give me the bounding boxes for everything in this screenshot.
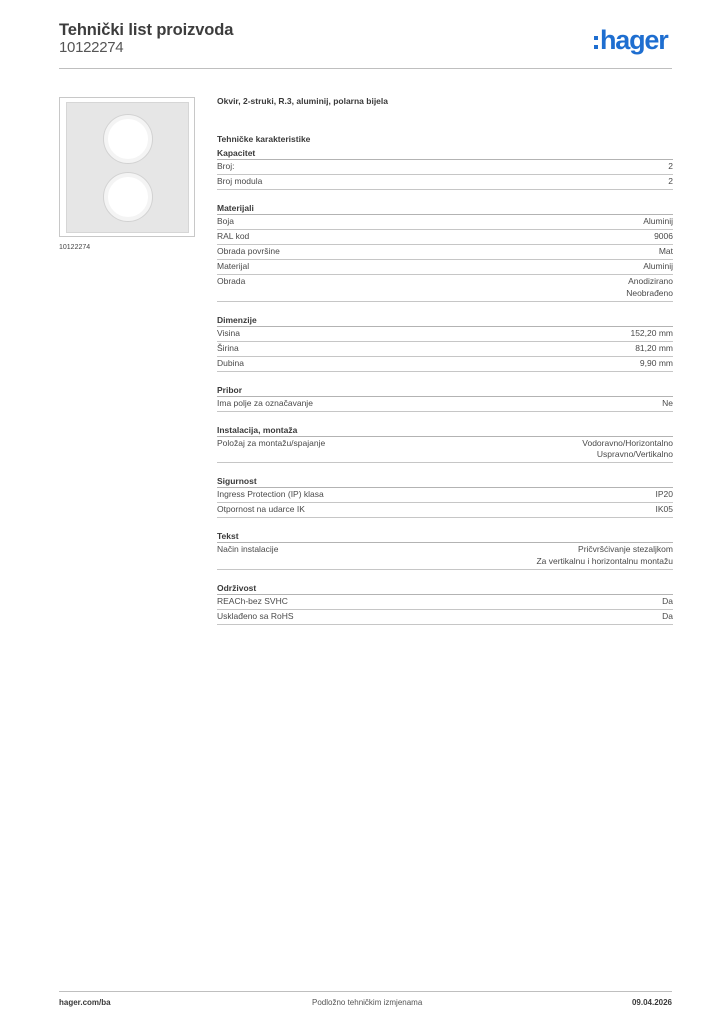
spec-value-line: Vodoravno/Horizontalno <box>582 437 673 448</box>
section-heading: Tehničke karakteristike <box>217 134 311 144</box>
logo-dots-icon <box>594 36 598 50</box>
spec-value <box>662 611 673 623</box>
spec-content <box>217 95 673 625</box>
spec-row <box>217 275 673 302</box>
spec-value <box>582 438 673 461</box>
spec-label: RAL kod <box>217 231 250 241</box>
spec-label: Boja <box>217 216 235 226</box>
spec-row <box>217 327 673 342</box>
spec-label: Ima polje za označavanje <box>217 397 313 408</box>
spec-value-line: Za vertikalnu i horizontalnu montažu <box>536 555 673 566</box>
spec-value <box>654 231 673 243</box>
spec-value <box>643 261 673 273</box>
spec-group <box>217 372 673 412</box>
spec-label: Materijal <box>217 261 250 271</box>
footer-divider <box>59 991 672 992</box>
spec-group-title: Dimenzije <box>217 302 673 327</box>
spec-label: Način instalacije <box>217 544 279 554</box>
spec-row <box>217 437 673 464</box>
spec-row <box>217 543 673 570</box>
spec-value-line: 81,20 mm <box>635 342 673 353</box>
spec-value-line: Mat <box>658 246 673 256</box>
spec-value <box>659 246 673 258</box>
spec-value <box>630 328 673 340</box>
product-image <box>59 97 195 237</box>
spec-value-line: IP20 <box>655 489 673 499</box>
spec-label: Ingress Protection (IP) klasa <box>217 489 324 499</box>
spec-group-title: Kapacitet <box>217 148 673 160</box>
spec-group-title: Tekst <box>217 518 673 543</box>
spec-value-line: Aluminij <box>643 216 673 226</box>
spec-group <box>217 570 673 625</box>
spec-value-line: Neobrađeno <box>626 287 673 298</box>
product-description: Okvir, 2-struki, R.3, aluminij, polarna bijela <box>217 96 389 106</box>
hager-logo <box>594 27 674 57</box>
spec-group <box>217 148 673 190</box>
spec-label: REACh-bez SVHC <box>217 595 288 606</box>
spec-label: Visina <box>217 327 240 338</box>
spec-label: Broj: <box>217 161 235 171</box>
spec-value-line: Da <box>662 595 673 606</box>
spec-value-line: 9,90 mm <box>639 357 673 368</box>
spec-row <box>217 342 673 357</box>
spec-value-line: 152,20 mm <box>630 327 673 338</box>
image-caption: 10122274 <box>59 244 91 251</box>
spec-group <box>217 412 673 464</box>
spec-value-line: Anodizirano <box>628 276 673 286</box>
frame-plate <box>66 102 189 233</box>
spec-value-line: 2 <box>668 176 673 186</box>
spec-value-line: 9006 <box>654 231 673 241</box>
spec-row <box>217 160 673 175</box>
spec-row <box>217 503 673 518</box>
spec-row <box>217 595 673 610</box>
spec-row <box>217 260 673 275</box>
page-title: Tehnički list proizvoda <box>59 21 234 39</box>
spec-value-line: Da <box>662 610 673 621</box>
spec-value <box>656 489 674 501</box>
spec-row <box>217 610 673 625</box>
spec-value <box>643 216 673 228</box>
spec-value <box>668 161 673 173</box>
spec-group-title: Materijali <box>217 190 673 215</box>
spec-label: Obrada površine <box>217 246 280 256</box>
spec-label: Položaj za montažu/spajanje <box>217 437 326 448</box>
footer-date: 09.04.2026 <box>631 998 672 1007</box>
spec-row <box>217 230 673 245</box>
spec-row <box>217 357 673 372</box>
spec-row <box>217 215 673 230</box>
spec-value-line: 2 <box>668 161 673 171</box>
spec-value-line: Uspravno/Vertikalno <box>596 449 673 459</box>
spec-group-title: Pribor <box>217 372 673 397</box>
spec-value <box>635 343 673 355</box>
spec-group-title: Održivost <box>217 570 673 595</box>
footer-notice: Podložno tehničkim izmjenama <box>312 998 423 1007</box>
spec-label: Širina <box>217 342 239 353</box>
spec-label: Otpornost na udarce IK <box>217 504 305 514</box>
spec-label: Broj modula <box>217 176 263 186</box>
frame-opening-bottom <box>104 173 152 221</box>
spec-group-title: Instalacija, montaža <box>217 412 673 437</box>
spec-row <box>217 175 673 190</box>
spec-group-title: Sigurnost <box>217 463 673 488</box>
frame-opening-top <box>104 115 152 163</box>
spec-row <box>217 245 673 260</box>
spec-row <box>217 397 673 412</box>
spec-group <box>217 190 673 302</box>
spec-value-line: Aluminij <box>643 261 673 271</box>
spec-label: Dubina <box>217 357 244 368</box>
spec-value <box>656 504 674 516</box>
spec-value-line: IK05 <box>655 504 673 514</box>
spec-value <box>668 176 673 188</box>
header-divider <box>59 68 672 69</box>
spec-value-line: Ne <box>662 397 673 408</box>
spec-label: Usklađeno sa RoHS <box>217 610 294 621</box>
spec-value-line: Pričvršćivanje stezaljkom <box>578 544 673 554</box>
spec-value <box>640 358 673 370</box>
spec-group <box>217 463 673 518</box>
spec-row <box>217 488 673 503</box>
spec-groups <box>217 148 673 625</box>
spec-group <box>217 302 673 372</box>
spec-value <box>662 596 673 608</box>
logo-wordmark: hager <box>600 25 668 55</box>
spec-label: Obrada <box>217 276 246 286</box>
footer-website: hager.com/ba <box>59 998 111 1007</box>
spec-value <box>536 544 673 567</box>
spec-value <box>662 398 673 410</box>
spec-group <box>217 518 673 570</box>
product-number: 10122274 <box>59 39 124 56</box>
spec-value <box>626 276 673 299</box>
